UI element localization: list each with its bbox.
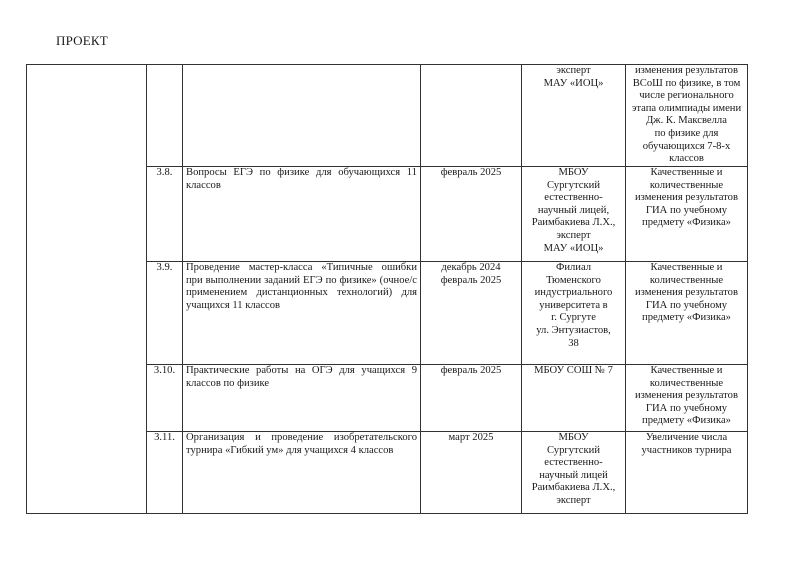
place-line: эксперт: [556, 229, 591, 241]
row-date: [421, 432, 522, 514]
place-line: МАУ «ИОЦ»: [543, 77, 604, 89]
place-line: ул. Энтузиастов,: [536, 324, 611, 336]
result-line: этапа олимпиады имени: [631, 102, 742, 114]
date-line: февраль 2025: [440, 167, 502, 178]
result-line: классов: [669, 153, 704, 165]
row-description: Проведение мастер-класса «Типичные ошибки при выполнении заданий ЕГЭ по физике» (очное/с применением дистанционных технологий) для учащихся 11 классов: [183, 262, 421, 365]
date-line: март 2025: [448, 432, 494, 443]
place-line: Сургутский: [547, 179, 600, 191]
place-line: МБОУ: [558, 432, 589, 443]
result-line: ГИА по учебному: [645, 402, 728, 414]
result-line: по физике для: [654, 127, 719, 139]
result-line: Дж. К. Максвелла: [646, 115, 727, 127]
place-line: Сургутский: [547, 444, 600, 456]
row-result: [626, 167, 748, 262]
row-number: 3.10.: [147, 365, 183, 432]
place-line: научный лицей,: [537, 204, 610, 216]
result-line: количественные: [649, 179, 724, 191]
row-date: [421, 65, 522, 167]
place-line: МАУ «ИОЦ»: [543, 242, 604, 254]
row-number: 3.9.: [147, 262, 183, 365]
place-line: естественно-: [544, 457, 603, 469]
place-line: МБОУ СОШ № 7: [534, 365, 613, 376]
place-line: Раимбакиева Л.Х.,: [531, 217, 616, 229]
row-date: [421, 262, 522, 365]
row-place: [522, 432, 626, 514]
table-row: [27, 65, 748, 167]
result-line: участников турнира: [641, 444, 732, 456]
result-line: количественные: [649, 274, 724, 286]
result-line: предмету «Физика»: [642, 415, 731, 427]
result-line: ВСоШ по физике, в том: [632, 77, 741, 89]
place-line: эксперт: [556, 65, 591, 76]
place-line: эксперт: [556, 494, 591, 506]
row-result: [626, 65, 748, 167]
row-number: 3.11.: [147, 432, 183, 514]
result-line: изменения результатов: [635, 65, 738, 76]
date-line: февраль 2025: [440, 274, 502, 286]
date-line: декабрь 2024: [441, 262, 501, 273]
row-description: Вопросы ЕГЭ по физике для обучающихся 11 классов: [183, 167, 421, 262]
place-line: МБОУ: [558, 167, 589, 178]
result-line: изменения результатов: [635, 390, 738, 402]
place-line: естественно-: [544, 192, 603, 204]
place-line: научный лицей: [539, 469, 608, 481]
result-line: изменения результатов: [635, 192, 738, 204]
result-line: Увеличение числа: [645, 432, 728, 443]
result-line: изменения результатов: [635, 287, 738, 299]
row-number: [147, 65, 183, 167]
result-line: Качественные и: [650, 262, 723, 273]
place-line: Раимбакиева Л.Х.,: [531, 482, 616, 494]
result-line: Качественные и: [650, 365, 723, 376]
row-place: [522, 167, 626, 262]
place-line: индустриального: [534, 287, 613, 299]
row-number: 3.8.: [147, 167, 183, 262]
result-line: предмету «Физика»: [642, 217, 731, 229]
row-place: [522, 65, 626, 167]
place-line: Филиал: [555, 262, 592, 273]
row-description: Организация и проведение изобретательского турнира «Гибкий ум» для учащихся 4 классов: [183, 432, 421, 514]
place-line: Тюменского: [546, 274, 601, 286]
place-line: г. Сургуте: [551, 312, 596, 324]
row-date: [421, 365, 522, 432]
events-table: [26, 64, 748, 514]
result-line: количественные: [649, 377, 724, 389]
document-header-project-label: ПРОЕКТ: [56, 33, 108, 48]
result-line: ГИА по учебному: [645, 204, 728, 216]
row-description: Практические работы на ОГЭ для учащихся 9 классов по физике: [183, 365, 421, 432]
row-result: [626, 262, 748, 365]
row-date: [421, 167, 522, 262]
place-line: 38: [568, 337, 579, 349]
row-description: [183, 65, 421, 167]
result-line: обучающихся 7-8-х: [642, 140, 731, 152]
row-place: [522, 262, 626, 365]
date-line: февраль 2025: [440, 365, 502, 376]
result-line: числе регионального: [639, 90, 734, 102]
result-line: ГИА по учебному: [645, 299, 728, 311]
result-line: предмету «Физика»: [642, 312, 731, 324]
merged-left-cell: [27, 65, 147, 514]
row-result: [626, 365, 748, 432]
result-line: Качественные и: [650, 167, 723, 178]
row-place: [522, 365, 626, 432]
row-result: [626, 432, 748, 514]
place-line: университета в: [539, 299, 608, 311]
